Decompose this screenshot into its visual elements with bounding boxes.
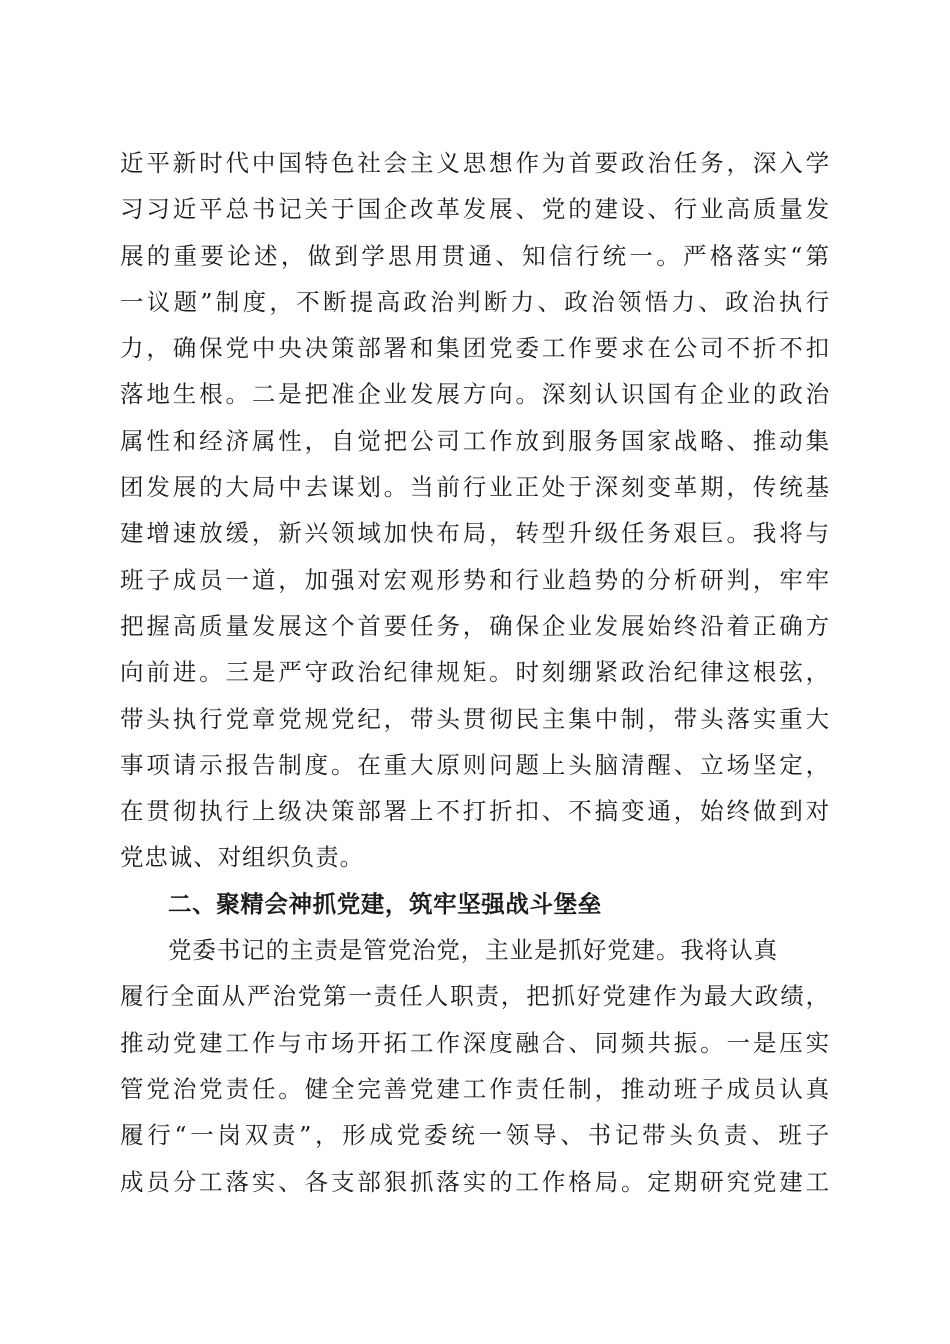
text-line: 党忠诚、对组织负责。 [120,843,364,872]
text-line: 党委书记的主责是管党治党，主业是抓好党建。我将认真 [168,936,778,965]
text-line: 履行全面从严治党第一责任人职责，把抓好党建作为最大政绩， [120,982,830,1011]
text-line: 属性和经济属性，自觉把公司工作放到服务国家战略、推动集 [120,426,830,455]
text-line: 力，确保党中央决策部署和集团党委工作要求在公司不折不扣 [120,334,830,363]
text-line: 管党治党责任。健全完善党建工作责任制，推动班子成员认真 [120,1074,830,1103]
text-line: 落地生根。二是把准企业发展方向。深刻认识国有企业的政治 [120,380,830,409]
text-line: 在贯彻执行上级决策部署上不打折扣、不搞变通，始终做到对 [120,797,830,826]
body-text [120,140,830,1205]
text-line: 成员分工落实、各支部狠抓落实的工作格局。定期研究党建工 [120,1167,830,1196]
text-line: 事项请示报告制度。在重大原则问题上头脑清醒、立场坚定， [120,750,830,779]
text-line: 近平新时代中国特色社会主义思想作为首要政治任务，深入学 [120,149,830,177]
text-line: 团发展的大局中去谋划。当前行业正处于深刻变革期，传统基 [120,473,830,502]
section-heading: 二、聚精会神抓党建，筑牢坚强战斗堡垒 [168,889,602,918]
text-line: 一议题”制度，不断提高政治判断力、政治领悟力、政治执行 [120,287,830,316]
text-line: 习习近平总书记关于国企改革发展、党的建设、行业高质量发 [120,195,830,224]
text-line: 向前进。三是严守政治纪律规矩。时刻绷紧政治纪律这根弦， [120,658,830,687]
text-line: 把握高质量发展这个首要任务，确保企业发展始终沿着正确方 [120,611,830,640]
text-line: 展的重要论述，做到学思用贯通、知信行统一。严格落实“第 [120,241,830,270]
text-line: 履行“一岗双责”，形成党委统一领导、书记带头负责、班子 [120,1121,830,1150]
text-line: 推动党建工作与市场开拓工作深度融合、同频共振。一是压实 [120,1028,830,1057]
text-line: 建增速放缓，新兴领域加快布局，转型升级任务艰巨。我将与 [120,519,830,548]
text-line: 班子成员一道，加强对宏观形势和行业趋势的分析研判，牢牢 [120,565,830,594]
text-line: 带头执行党章党规党纪，带头贯彻民主集中制，带头落实重大 [120,704,830,733]
